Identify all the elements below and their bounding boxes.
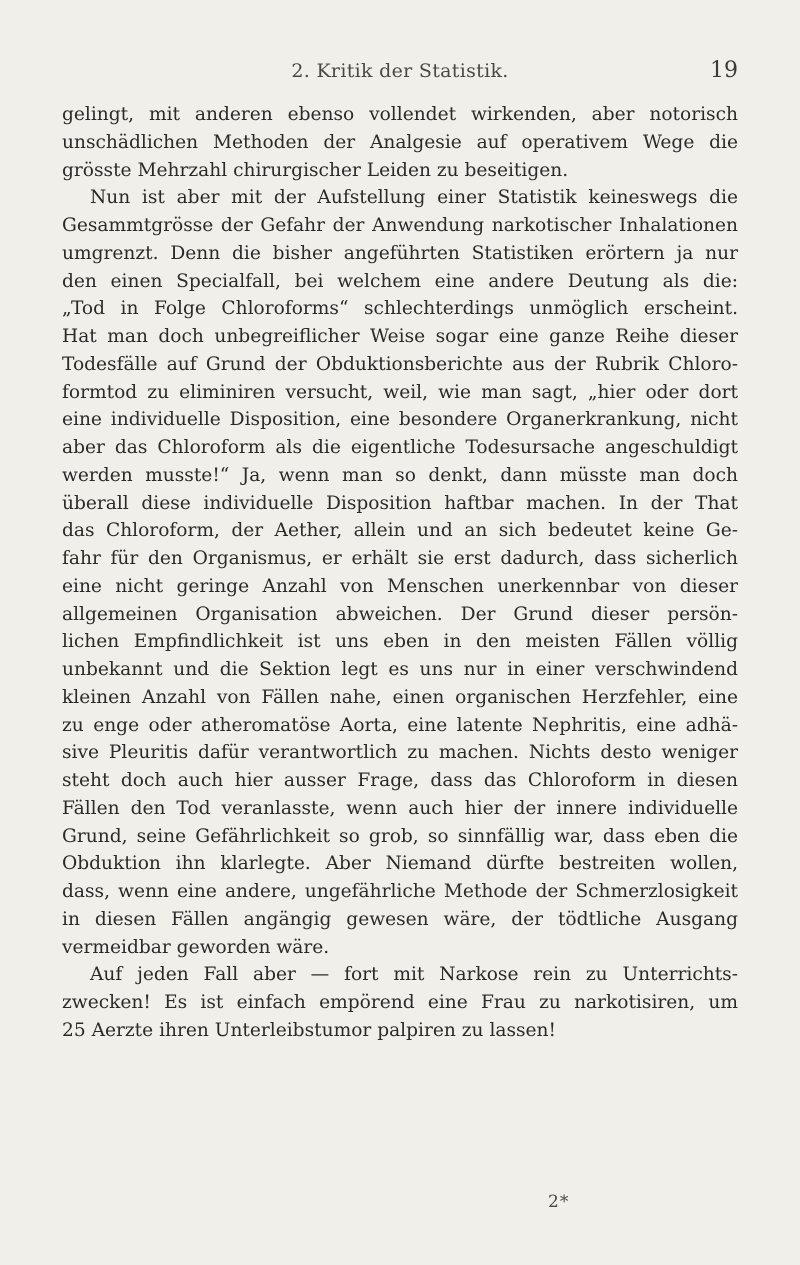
text-line: Gesammtgrösse der Gefahr der Anwendung narkotischer Inhalationen — [62, 215, 738, 236]
text-line: eine nicht geringe Anzahl von Menschen unerkennbar von dieser — [62, 575, 738, 597]
text-line: Grund, seine Gefährlichkeit so grob, so sinnfällig war, dass eben die — [62, 825, 738, 847]
text-line: kleinen Anzahl von Fällen nahe, einen organischen Herzfehler, eine — [62, 686, 738, 708]
text-line: das Chloroform, der Aether, allein und an sich bedeutet keine Ge- — [62, 520, 738, 542]
text-line: aber das Chloroform als die eigentliche Todesursache angeschuldigt — [62, 437, 738, 458]
text-line: steht doch auch hier ausser Frage, dass das Chloroform in diesen — [62, 770, 738, 791]
text-line: allgemeinen Organisation abweichen. Der Grund dieser persön- — [62, 603, 738, 625]
text-line: vermeidbar geworden wäre. — [62, 936, 330, 958]
body-text — [62, 101, 738, 1045]
text-line: überall diese individuelle Disposition haftbar machen. In der That — [62, 492, 738, 514]
text-line: lichen Empfindlichkeit ist uns eben in den meisten Fällen völlig — [62, 631, 738, 653]
text-line: werden musste!“ Ja, wenn man so denkt, dann müsste man doch — [62, 464, 738, 486]
text-line: Obduktion ihn klarlegte. Aber Niemand dürfte bestreiten wollen, — [62, 853, 738, 875]
page-number: 19 — [710, 58, 738, 83]
text-line: unbekannt und die Sektion legt es uns nur in einer verschwindend — [62, 659, 738, 680]
text-line: „Tod in Folge Chloroforms“ schlechterdings unmöglich erscheint. — [62, 298, 738, 320]
text-line: Auf jeden Fall aber — fort mit Narkose rein zu Unterrichts- — [90, 964, 738, 986]
text-line: zwecken! Es ist einfach empörend eine Frau zu narkotisiren, um — [62, 992, 738, 1013]
text-line: formtod zu eliminiren versucht, weil, wie man sagt, „hier oder dort — [62, 381, 738, 403]
text-line: 25 Aerzte ihren Unterleibstumor palpiren zu lassen! — [62, 1019, 557, 1041]
text-line: Nun ist aber mit der Aufstellung einer Statistik keineswegs die — [90, 187, 738, 209]
text-line: den einen Specialfall, bei welchem eine andere Deutung als die: — [62, 270, 738, 292]
text-line: umgrenzt. Denn die bisher angeführten Statistiken erörtern ja nur — [62, 242, 738, 264]
text-line: Todesfälle auf Grund der Obduktionsberichte aus der Rubrik Chloro- — [62, 353, 738, 375]
text-line: in diesen Fällen angängig gewesen wäre, der tödtliche Ausgang — [62, 908, 738, 930]
text-line: sive Pleuritis dafür verantwortlich zu machen. Nichts desto weniger — [62, 742, 738, 764]
text-line: grösste Mehrzahl chirurgischer Leiden zu beseitigen. — [62, 159, 569, 181]
text-line: Hat man doch unbegreiflicher Weise sogar eine ganze Reihe dieser — [62, 326, 738, 347]
text-line: dass, wenn eine andere, ungefährliche Methode der Schmerzlosigkeit — [62, 881, 738, 902]
running-head — [0, 60, 800, 90]
signature-mark: 2* — [548, 1192, 570, 1212]
text-line: fahr für den Organismus, er erhält sie erst dadurch, dass sicherlich — [62, 548, 738, 569]
text-line: gelingt, mit anderen ebenso vollendet wirkenden, aber notorisch — [62, 104, 738, 125]
running-title: 2. Kritik der Statistik. — [291, 60, 509, 82]
text-line: zu enge oder atheromatöse Aorta, eine latente Nephritis, eine adhä- — [62, 714, 738, 736]
text-line: Fällen den Tod veranlasste, wenn auch hier der innere individuelle — [62, 797, 738, 819]
text-line: eine individuelle Disposition, eine besondere Organerkrankung, nicht — [62, 409, 738, 431]
text-line: unschädlichen Methoden der Analgesie auf operativem Wege die — [62, 131, 738, 153]
